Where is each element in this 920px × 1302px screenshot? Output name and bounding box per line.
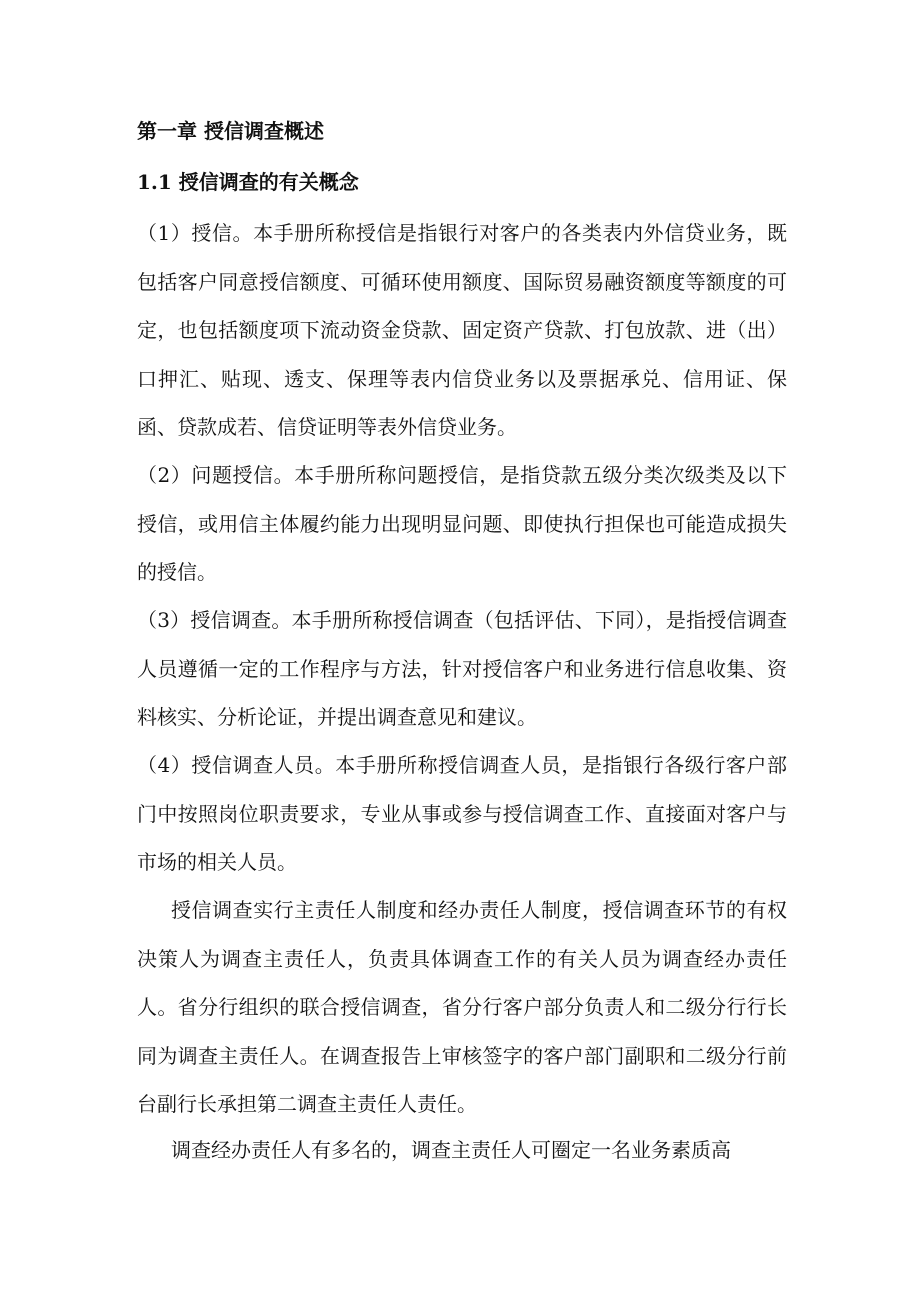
- section-title: 1.1 授信调查的有关概念: [137, 170, 359, 194]
- paragraph-credit-definition: （1）授信。本手册所称授信是指银行对客户的各类表内外信贷业务，既包括客户同意授信额度、可循环使用额度、国际贸易融资额度等额度的可定，也包括额度项下流动资金贷款、固定资产贷款、打包放款、进（出）口押汇、贴现、透支、保理等表内信贷业务以及票据承兑、信用证、保函、贷款成若、信贷证明等表外信贷业务。: [137, 221, 787, 439]
- paragraph-multiple-handlers: 调查经办责任人有多名的，调查主责任人可圈定一名业务素质高: [171, 1138, 731, 1162]
- paragraph-credit-investigation: （3）授信调查。本手册所称授信调查（包括评估、下同），是指授信调查人员遵循一定的工作程序与方法，针对授信客户和业务进行信息收集、资料核实、分析论证，并提出调查意见和建议。: [137, 608, 787, 729]
- paragraph-responsibility-system: 授信调查实行主责任人制度和经办责任人制度，授信调查环节的有权决策人为调查主责任人，负责具体调查工作的有关人员为调查经办责任人。省分行组织的联合授信调查，省分行客户部分负责人和二级分行行长同为调查主责任人。在调查报告上审核签字的客户部门副职和二级分行前台副行长承担第二调查主责任人责任。: [137, 898, 787, 1116]
- paragraph-problem-credit: （2）问题授信。本手册所称问题授信，是指贷款五级分类次级类及以下授信，或用信主体履约能力出现明显问题、即使执行担保也可能造成损失的授信。: [137, 463, 787, 584]
- paragraph-investigation-staff: （4）授信调查人员。本手册所称授信调查人员，是指银行各级行客户部门中按照岗位职责要求，专业从事或参与授信调查工作、直接面对客户与市场的相关人员。: [137, 753, 787, 874]
- chapter-title: 第一章 授信调查概述: [137, 119, 324, 143]
